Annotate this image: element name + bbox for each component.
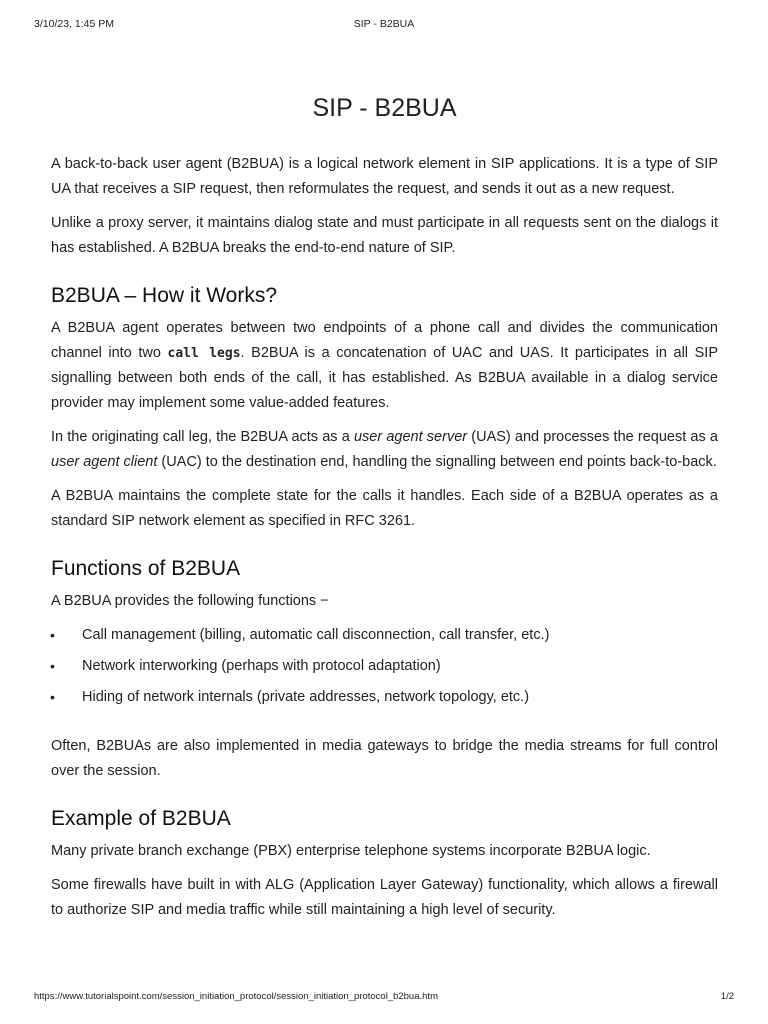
how-it-works-heading: B2BUA – How it Works? bbox=[51, 284, 278, 307]
bullet-icon: • bbox=[50, 627, 55, 643]
uac-term: user agent client bbox=[51, 454, 158, 470]
functions-heading: Functions of B2BUA bbox=[51, 557, 241, 580]
page-number: 1/2 bbox=[720, 991, 734, 1002]
example-paragraph-2: Some firewalls have built in with ALG (Application Layer Gateway) functionality, which allows a firewall to authorize SIP and media traffic while still maintaining a high level of security. bbox=[51, 877, 718, 918]
print-date: 3/10/23, 1:45 PM bbox=[34, 18, 114, 30]
how-it-works-paragraph-1: A B2BUA agent operates between two endpoints of a phone call and divides the communication channel into two call legs. B2BUA is a concatenation of UAC and UAS. It participates in all SIP signalling between both ends of the call, it has established. As B2BUA available in a dialog service provider may implement some value-added features. bbox=[51, 320, 718, 411]
functions-outro: Often, B2BUAs are also implemented in media gateways to bridge the media streams for full control over the session. bbox=[51, 738, 718, 779]
functions-list bbox=[51, 623, 718, 710]
bullet-icon: • bbox=[50, 658, 55, 674]
list-item: • Hiding of network internals (private addresses, network topology, etc.) bbox=[51, 685, 718, 710]
intro-paragraph-1: A back-to-back user agent (B2BUA) is a logical network element in SIP applications. It is a type of SIP UA that receives a SIP request, then reformulates the request, and sends it out as a new request. bbox=[51, 156, 718, 197]
article bbox=[51, 86, 718, 932]
how-it-works-paragraph-2: In the originating call leg, the B2BUA acts as a user agent server (UAS) and processes the request as a user agent client (UAC) to the destination end, handling the signalling between end points back-to-back. bbox=[51, 429, 718, 470]
page-title: SIP - B2BUA bbox=[312, 94, 457, 122]
intro-paragraph-2: Unlike a proxy server, it maintains dialog state and must participate in all requests sent on the dialogs it has established. A B2BUA breaks the end-to-end nature of SIP. bbox=[51, 215, 718, 256]
how-it-works-paragraph-3: A B2BUA maintains the complete state for the calls it handles. Each side of a B2BUA operates as a standard SIP network element as specified in RFC 3261. bbox=[51, 488, 718, 529]
page-url: https://www.tutorialspoint.com/session_initiation_protocol/session_initiation_protocol_b2bua.htm bbox=[34, 991, 438, 1002]
call-legs-term: call legs bbox=[167, 346, 241, 361]
print-footer bbox=[34, 991, 734, 1005]
uas-term: user agent server bbox=[353, 429, 468, 445]
example-heading: Example of B2BUA bbox=[51, 807, 231, 830]
print-page-title: SIP - B2BUA bbox=[353, 18, 415, 30]
list-item: • Network interworking (perhaps with protocol adaptation) bbox=[51, 654, 718, 679]
example-paragraph-1: Many private branch exchange (PBX) enterprise telephone systems incorporate B2BUA logic. bbox=[51, 843, 651, 859]
print-header bbox=[34, 18, 734, 32]
bullet-icon: • bbox=[50, 689, 55, 705]
list-item: • Call management (billing, automatic call disconnection, call transfer, etc.) bbox=[51, 623, 718, 648]
functions-intro: A B2BUA provides the following functions − bbox=[51, 593, 329, 609]
